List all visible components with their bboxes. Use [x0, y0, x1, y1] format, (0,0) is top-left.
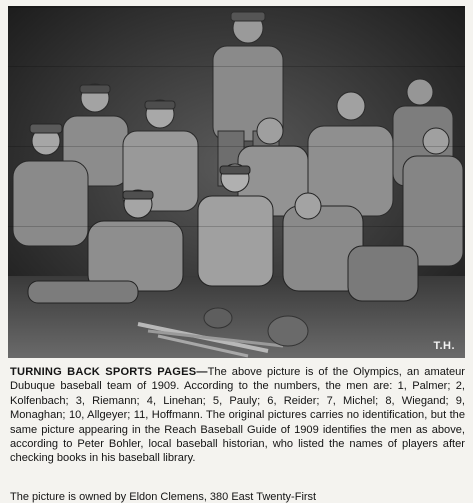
team-photo-illustration — [8, 6, 465, 358]
photo-credit: T.H. — [433, 340, 455, 352]
team-photograph — [8, 6, 465, 358]
photo-caption — [10, 365, 465, 466]
caption-cutoff-line: The picture is owned by Eldon Clemens, 380 East Twenty-First — [10, 491, 317, 503]
caption-body: The above picture is of the Olympics, an amateur Dubuque baseball team of 1909. According to the numbers, the men are: 1, Palmer; 2, Kolfenbach; 3, Riemann; 4, Linehan; 5, Pauly; 6, Reider; 7, Michel; 8, Wiegand; 9, Monaghan; 10, Allgeyer; 11, Hoffmann. The original pictures carries no identification, but the same picture appearing in the Reach Baseball Guide of 1909 identifies the men as above, according to Peter Bohler, local baseball historian, who listed the names of players after checking books in his baseball library. — [10, 366, 465, 465]
caption-headline: TURNING BACK SPORTS PAGES— — [10, 366, 208, 378]
